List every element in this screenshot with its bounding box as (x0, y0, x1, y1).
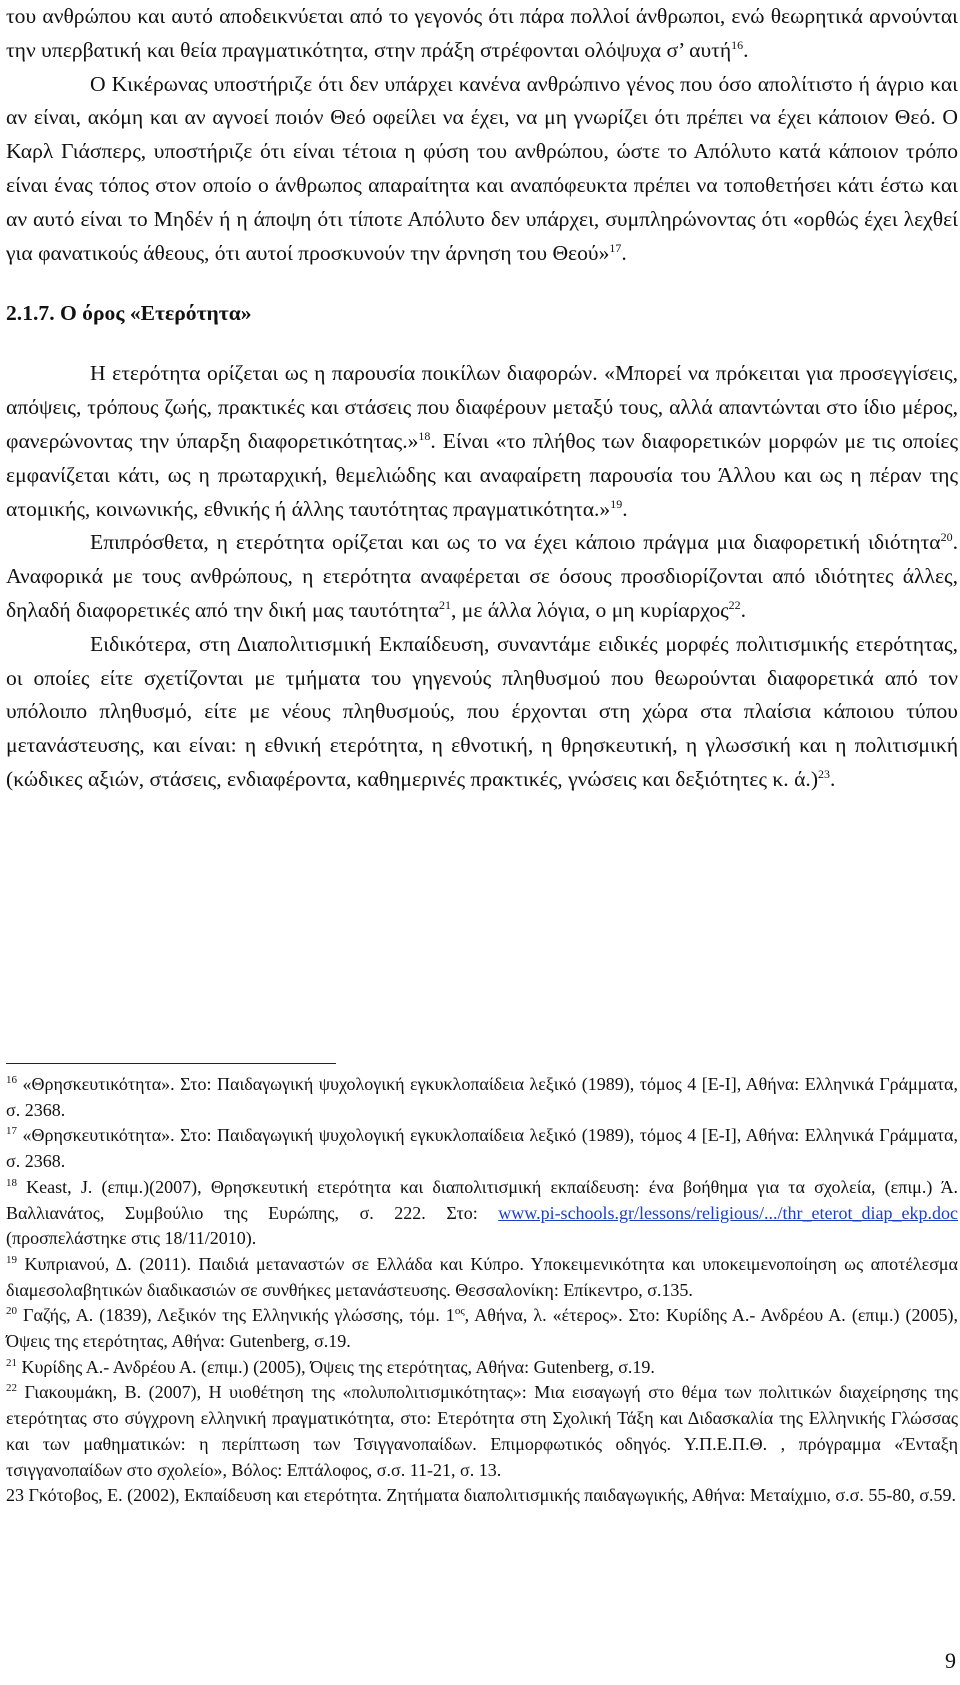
footnote-19: $^{19}$ Κυπριανού, Δ. (2011). Παιδιά μεταναστών σε Ελλάδα και Κύπρο. Υποκειμενικότητα και υποκειμενοποίηση ως αποτέλεσμα διαμεσολαβητικών διαδικασιών σε συνθήκες μετανάστευσης. Θεσσαλονίκη: Επίκεντρο, σ.135. (6, 1253, 958, 1300)
footnote-ref-21[interactable]: 21 (438, 597, 451, 612)
paragraph-4: Επιπρόσθετα, η ετερότητα ορίζεται και ως το να έχει κάποιο πράγμα μια διαφορετική ιδιότητα$^{20}$. Αναφορικά με τους ανθρώπους, η ετερότητα αναφέρεται σε όσους προσδιορίζονται από ιδιότητες άλλες, δηλαδή διαφορετικές από την δική μας ταυτότητα$^{21}$, με άλλα λόγια, ο μη κυρίαρχος$^{22}$. (6, 530, 958, 622)
document-page (6, 0, 958, 797)
paragraph-3: Η ετερότητα ορίζεται ως η παρουσία ποικίλων διαφορών. «Μπορεί να πρόκειται για προσεγγίσεις, απόψεις, τρόπους ζωής, πρακτικές και στάσεις που διαφέρουν μεταξύ τους, αλλά απαντώνται στο ίδιο μέρος, φανερώνοντας την ύπαρξη διαφορετικότητας.»$^{18}$. Είναι «το πλήθος των διαφορετικών μορφών με τις οποίες εμφανίζεται κάτι, ως η πρωταρχική, θεμελιώδης και αναφαίρετη παρουσία του Άλλου και ως η πέραν της ατομικής, κοινωνικής, εθνικής ή άλλης ταυτότητας πραγματικότητα.»$^{19}$. (6, 361, 959, 521)
footnote-ref-16[interactable]: 16 (731, 37, 744, 52)
footnote-23: 23 Γκότοβος, Ε. (2002), Εκπαίδευση και ετερότητα. Ζητήματα διαπολιτισμικής παιδαγωγικής, Αθήνα: Μεταίχμιο, σ.σ. 55-80, σ.59. (6, 1485, 957, 1506)
footnote-21: $^{21}$ Κυρίδης Α.- Ανδρέου Α. (επιμ.) (2005), Όψεις της ετερότητας, Αθήνα: Gutenberg, σ.19. (6, 1356, 655, 1377)
footnote-ref-19[interactable]: 19 (610, 496, 623, 511)
page-number: 9 (945, 1648, 956, 1673)
footnote-18: $^{18}$ Keast, J. (επιμ.)(2007), Θρησκευτική ετερότητα και διαπολιτισμική εκπαίδευση: ένα βοήθημα για τα σχολεία, (επιμ.) Ά. Βαλλιανάτος, Συμβούλιο της Ευρώπης, σ. 222. Στο: www.pi-schools.gr/lessons/religious/.../thr_eterot_diap_ekp.doc (προσπελάστηκε στις 18/11/2010). (6, 1176, 958, 1249)
footnote-ref-18[interactable]: 18 (418, 428, 431, 443)
body-text (6, 0, 958, 797)
paragraph-2: Ο Κικέρωνας υποστήριζε ότι δεν υπάρχει κανένα ανθρώπινο γένος που όσο απολίτιστο ή άγριο και αν είναι, ακόμη και αν αγνοεί ποιόν Θεό οφείλει να έχει, να μη γνωρίζει ότι πρέπει να έχει κάποιον Θεό. Ο Καρλ Γιάσπερς, υποστήριζε ότι είναι τέτοια η φύση του ανθρώπου, ώστε το Απόλυτο κατά κάποιον τρόπο είναι ένας τόπος στον οποίο ο άνθρωπος απαραίτητα και αναπόφευκτα πρέπει να τοποθετήσει κάτι έστω και αν αυτό είναι το Μηδέν ή η άποψη ότι τίποτε Απόλυτο δεν υπάρχει, συμπληρώνοντας ότι «ορθώς έχει λεχθεί για φανατικούς άθεους, ότι αυτοί προσκυνούν την άρνηση του Θεού»$^{17}$. (6, 71, 958, 265)
footnote-ref-22[interactable]: 22 (728, 597, 741, 612)
footnote-separator (6, 1063, 336, 1064)
footnote-17: $^{17}$ «Θρησκευτικότητα». Στο: Παιδαγωγική ψυχολογική εγκυκλοπαίδεια λεξικό (1989), τόμος 4 [Ε-Ι], Αθήνα: Ελληνικά Γράμματα, σ. 2368. (6, 1125, 958, 1172)
section-heading: 2.1.7. Ο όρος «Ετερότητα» (6, 301, 252, 326)
footnote-ref-20[interactable]: 20 (940, 530, 953, 545)
paragraph-5: Ειδικότερα, στη Διαπολιτισμική Εκπαίδευση, συναντάμε ειδικές μορφές πολιτισμικής ετερότητας, οι οποίες είτε σχετίζονται με τμήματα του γηγενούς πληθυσμού που θεωρούνται διαφορετικά από τον υπόλοιπο πληθυσμό, είτε με νέους πληθυσμούς, που έρχονται στη χώρα στα πλαίσια κάποιου τύπου μετανάστευσης, και είναι: η εθνική ετερότητα, η εθνοτική, η θρησκευτική, η γλωσσική και η πολιτισμική (κώδικες αξιών, στάσεις, ενδιαφέροντα, καθημερινές πρακτικές, γνώσεις και δεξιότητες κ. ά.)$^{23}$. (6, 631, 958, 791)
footnote-18-link[interactable]: www.pi-schools.gr/lessons/religious/.../thr_eterot_diap_ekp.doc (498, 1202, 958, 1223)
footnote-ref-17[interactable]: 17 (609, 240, 622, 255)
footnotes (6, 1072, 958, 1509)
footnote-20: $^{20}$ Γαζής, Α. (1839), Λεξικόν της Ελληνικής γλώσσης, τόμ. $1^{o\varsigma}$, Αθήνα, λ. «έτερος». Στο: Κυρίδης Α.- Ανδρέου Α. (επιμ.) (2005), Όψεις της ετερότητας, Αθήνα: Gutenberg, σ.19. (6, 1305, 958, 1352)
footnote-22: $^{22}$ Γιακουμάκη, Β. (2007), Η υιοθέτηση της «πολυπολιτισμικότητας»: Μια εισαγωγή στο θέμα των πολιτικών διαχείρησης της ετερότητας στο σύγχρονη ελληνική πραγματικότητα, στο: Ετερότητα στη Σχολική Τάξη και Διδασκαλία της Ελληνικής Γλώσσας και των μαθηματικών: η περίπτωση των Τσιγγανοπαίδων. Επιμορφωτικός οδηγός. Υ.Π.Ε.Π.Θ. , πρόγραμμα «Ένταξη τσιγγανοπαίδων στο σχολείο», Βόλος: Επτάλοφος, σ.σ. 11-21, σ. 13. (6, 1382, 958, 1480)
section-gap (6, 330, 958, 357)
footnote-16: $^{16}$ «Θρησκευτικότητα». Στο: Παιδαγωγική ψυχολογική εγκυκλοπαίδεια λεξικό (1989), τόμος 4 [Ε-Ι], Αθήνα: Ελληνικά Γράμματα, σ. 2368. (6, 1074, 958, 1120)
footnote-ref-23[interactable]: 23 (818, 766, 831, 781)
paragraph-1: του ανθρώπου και αυτό αποδεικνύεται από το γεγονός ότι πάρα πολλοί άνθρωποι, ενώ θεωρητικά αρνούνται την υπερβατική και θεία πραγματικότητα, στην πράξη στρέφονται ολόψυχα σ’ αυτή$^{16}$. (6, 4, 958, 62)
